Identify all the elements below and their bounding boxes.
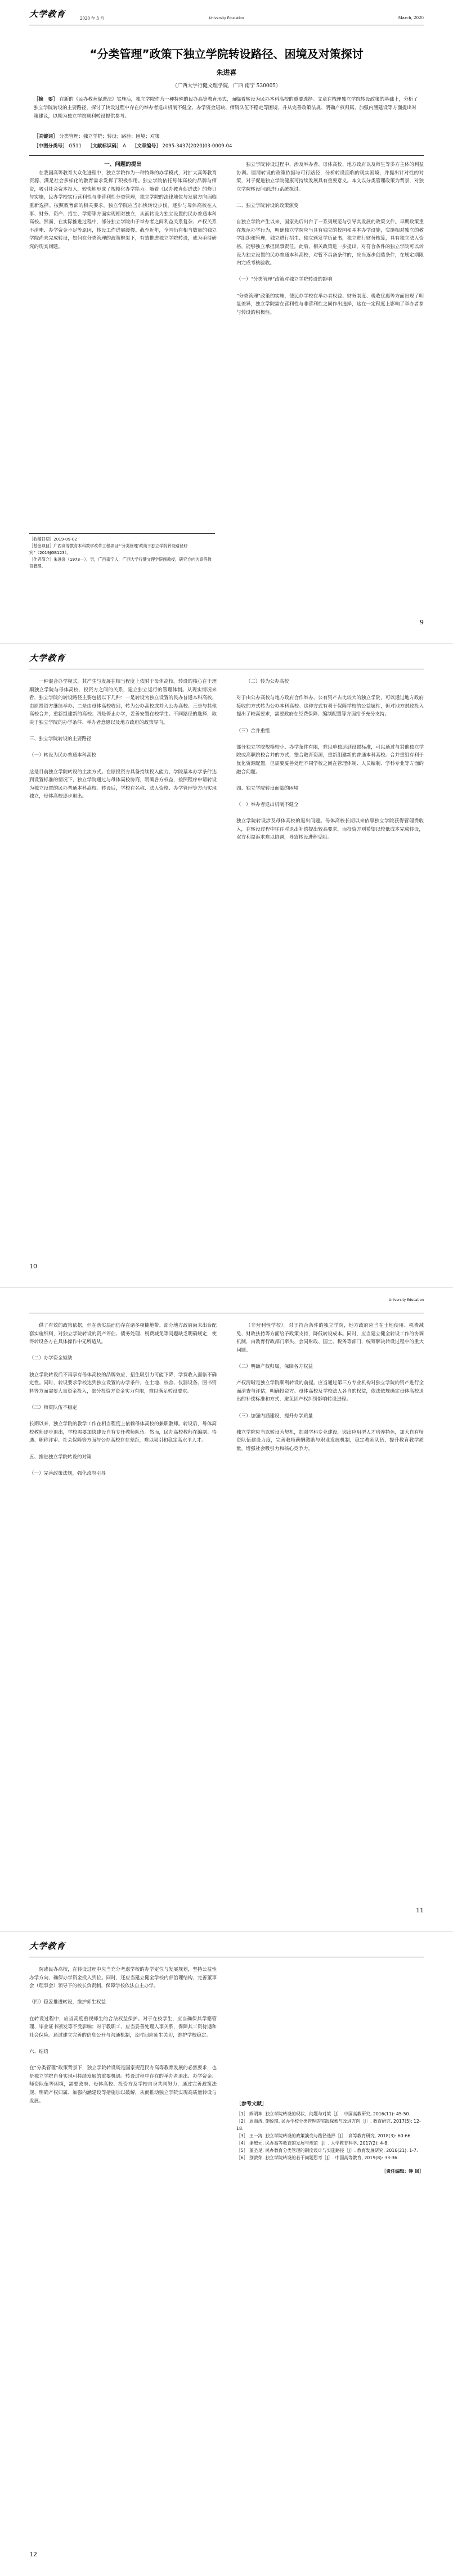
journal-brand: 大学教育 <box>29 9 66 19</box>
doc-label: ［文献标识码］ <box>87 143 122 149</box>
artno-value: 2095-3437(2020)03-0009-04 <box>162 143 232 149</box>
article-title: “分类管理”政策下独立学院转设路径、困境及对策探讨 <box>89 47 364 61</box>
journal-brand: 大学教育 <box>29 653 66 663</box>
reference-item: ［4］ 潘懋元. 民办高等教育的发展与规范［J］. 大学教育科学, 2017(2): 4-8. <box>236 2141 389 2146</box>
keywords-text: 分类管理；独立学院；转设；路径；困境；对策 <box>59 134 160 139</box>
page-4 <box>0 1932 453 2576</box>
page3-col2-text: （非营利性学校）。对于符合条件的独立学院，地方政府应当在土地使用、税费减免、财政扶持等方面给予政策支持，降低转设成本。同时，应当建立健全转设工作的协调机制，由教育行政部门牵头，会同财政、国土、税务等部门，统筹解决转设过程中的重大问题。 （二）明确产权归属，保障各方权益 产权清晰是独立学院顺利转设的前提。应当通过第三方专业机构对独立学院的资产进行全面清查与评估，明确投资方、母体高校及学校法人各自的权益，依法依规确定母体高校退出的补偿标准和方式，避免因产权纠纷影响转设进程。 （三）加强内涵建设，提升办学质量 独立学院应当以转设为契机，加强学科专业建设，突出应用型人才培养特色，加大自有师资队伍建设力度，完善教师薪酬激励与职业发展机制，稳定教师队伍，提升教育教学质量，增强社会吸引力和核心竞争力。 <box>236 1323 424 1452</box>
reference-item: ［6］ 别敦荣. 独立学院转设的若干问题思考［J］. 中国高等教育, 2019(8): 33-36. <box>236 2155 399 2160</box>
page-2 <box>0 644 453 1288</box>
abstract <box>34 96 419 130</box>
page2-column-left <box>29 678 217 1246</box>
journal-english-name: University Education <box>388 1298 424 1302</box>
page-number: 11 <box>416 1907 424 1914</box>
footnote-fund: ［基金项目］广西高等教育本科教学改革工程项目“‘分类管理’政策下独立学院转设路径研究”（2019JGB123）。 <box>29 543 188 555</box>
page4-column-left <box>29 1966 217 2534</box>
page3-col1-text: 供了有效的政策依据，但在落实层面仍存在诸多模糊地带。部分地方政府尚未出台配套实施细则，对独立学院转设的资产评估、债务处理、税费减免等问题缺乏明确规定，使得转设各方在具体操作中无所适从。 （二）办学资金短缺 独立学院转设后不再享有母体高校的品牌效应，招生吸引力可能下降，学费收入面临不确定性。同时，转设要求学校达到独立设置的办学条件，在土地、校舍、仪器设备、图书资料等方面需要大量资金投入，部分投资方资金实力有限，难以满足转设要求。 （三）师资队伍不稳定 长期以来，独立学院的教学工作在相当程度上依赖母体高校的兼职教师。转设后，母体高校教师逐步退出，学校需要加快建设自有专任教师队伍。然而，民办高校教师在编制、待遇、职称评审、社会保障等方面与公办高校存在差距，难以吸引和稳定高水平人才。 五、推进独立学院转设的对策 （一）完善政策法规，强化政府引导 <box>29 1323 217 1476</box>
artno-label: ［文章编号］ <box>132 143 161 149</box>
reference-item: ［2］ 周海涛, 施悦琪. 民办学校分类管理的实践探索与改进方向［J］. 教育研究, 2017(5): 12-18. <box>236 2119 421 2131</box>
page1-col2-text: 独立学院转设过程中，涉及举办者、母体高校、地方政府以及师生等多方主体的利益协调。厘清转设的政策依据与可行路径，分析转设面临的现实困境，并提出针对性的对策，对于促进独立学院健康可持续发展具有重要意义。本文以分类管理政策为背景，对独立学院转设问题进行系统探讨。 二、独立学院转设的政策演变 自独立学院产生以来，国家先后出台了一系列规范与引导其发展的政策文件。早期政策重在规范办学行为，明确独立学院应当具有独立的校园和基本办学设施，实施相对独立的教学组织和管理，独立进行招生、独立颁发学历证书，独立进行财务核算，具有独立法人资格，能够独立承担民事责任。此后，相关政策进一步提出，对符合条件的独立学院可以转设为独立设置的民办普通本科高校，对暂不具备条件的，应当逐步创造条件，在规定期限内完成考核验收。 （一）“分类管理”政策对独立学院转设的影响 “分类管理”政策的实施，使民办学校在举办者权益、财务制度、税收优惠等方面出现了明显差异，独立学院需在营利性与非营利性之间作出选择，这在一定程度上影响了举办者参与转设的积极性。 <box>236 162 424 316</box>
issue-date-cn: 2020 年 3 月 <box>80 16 104 21</box>
page1-column-left <box>29 161 217 526</box>
page4-col1-text: 院或民办高校，在转设过程中应当充分考虑学校的办学定位与发展规划，坚持公益性办学方向，确保办学资金投入到位。同时，还应当建立健全学校内部治理结构，完善董事会（理事会）领导下的校长负责制，保障学校依法自主办学。 （四）稳妥推进转设，维护师生权益 在转设过程中，应当高度重视师生的合法权益保护。对于在校学生，应当确保其学籍管理、毕业证书颁发等不受影响；对于教职工，应当妥善处理人事关系，保障其工资待遇和社会保险。通过建立完善的信息公开与沟通机制，及时回应师生关切，维护学校稳定。 六、结语 在“分类管理”政策背景下，独立学院转设既是国家规范民办高等教育发展的必然要求，也是独立学院自身实现可持续发展的重要机遇。转设过程中存在的举办者退出、办学资金、师资队伍等困境，需要政府、母体高校、投资方及学校自身共同努力，通过完善政策法规、明确产权归属、加强内涵建设等措施加以破解，从而推动独立学院实现高质量转设与发展。 <box>29 1967 217 2104</box>
reference-item: ［3］ 王一涛. 独立学院转设的政策演变与路径选择［J］. 高等教育研究, 2018(3): 60-66. <box>236 2133 412 2138</box>
keywords <box>34 133 419 141</box>
article-author: 朱进喜 <box>216 69 237 76</box>
responsible-editor: ［责任编辑：钟 岚］ <box>382 2169 424 2174</box>
page-number: 12 <box>29 2551 37 2558</box>
page-1 <box>0 0 453 644</box>
journal-english-name: University Education <box>209 16 244 20</box>
keywords-label: ［关键词］ <box>34 134 58 139</box>
page3-column-left <box>29 1322 217 1890</box>
page-number: 10 <box>29 1263 37 1270</box>
page-3 <box>0 1288 453 1932</box>
abstract-label: ［摘 要］ <box>34 97 58 102</box>
cls-label: ［中图分类号］ <box>34 143 68 149</box>
footnotes <box>29 533 215 570</box>
reference-item: ［5］ 董圣足. 民办教育分类管理的制度设计与实施路径［J］. 教育发展研究, 2016(21): 1-7. <box>236 2148 418 2153</box>
footnote-author: ［作者简介］朱进喜（1973—），男，广西南宁人，广西大学行健文理学院副教授，研究方向为高等教育管理。 <box>29 557 212 569</box>
reference-item: ［1］ 阙明坤. 独立学院转设的现状、问题与对策［J］. 中国高教研究, 2016(11): 45-50. <box>236 2111 411 2116</box>
page2-col2-text: （二）转为公办高校 对于由公办高校与地方政府合作举办、公有资产占比较大的独立学院，可以通过地方政府接收的方式转为公办本科高校。这种方式有利于保障学校的公益属性，但对地方财政投入提出了较高要求，需要政府在经费保障、编制配置等方面给予充分支持。 （三）合并重组 部分独立学院规模较小、办学条件有限，难以单独达到设置标准，可以通过与其他独立学院或高职院校合并的方式，整合教育资源，重新组建新的普通本科高校。合并重组有利于优化资源配置，但需要妥善处理不同学校之间在管理体制、人员编制、学科专业等方面的融合问题。 四、独立学院转设面临的困境 （一）举办者退出机制不健全 独立学院转设涉及母体高校的退出问题。母体高校长期以来依靠独立学院获得管理费收入，在转设过程中往往对退出补偿提出较高要求，而投资方则希望以较低成本完成转设，双方利益诉求难以协调，导致转设进程受阻。 <box>236 679 424 841</box>
references <box>236 2101 424 2161</box>
page3-column-right <box>236 1322 424 1890</box>
page-header <box>29 652 424 669</box>
abstract-text: 在新的《民办教育促进法》实施后，独立学院作为一种特殊的民办高等教育形式，面临着转设为民办本科高校的重要选择。文章在梳理独立学院转设政策的基础上，分析了独立学院转设的主要路径，探讨了转设过程中存在的举办者退出机制不健全、办学资金短缺、师资队伍不稳定等困境，并从完善政策法规、明确产权归属、加强内涵建设等方面提出对策建议，以期为独立学院顺利转设提供参考。 <box>34 97 418 119</box>
references-heading: ［参考文献］ <box>236 2101 267 2107</box>
journal-brand: 大学教育 <box>29 1941 66 1951</box>
page2-col1-text: 一种混合办学模式，其产生与发展在相当程度上依附于母体高校。转设的核心在于理顺独立学院与母体高校、投资方之间的关系，建立独立运行的管理体制。从现实情况来看，独立学院的转设路径主要包括以下几种：一是转设为独立设置的民办普通本科高校，由原投资方继续举办；二是由母体高校收回，转为公办高校或并入公办高校；三是与其他高校合并，重新组建新的高校；四是停止办学，妥善安置在校学生。不同路径的选择，取决于独立学院的办学条件、举办者意愿以及地方政府的政策导向。 三、独立学院转设的主要路径 （一）转设为民办普通本科高校 这是目前独立学院转设的主流方式。在原投资方具备持续投入能力、学院基本办学条件达到设置标准的情况下，独立学院通过与母体高校协商，明确各方权益，按照程序申请转设为独立设置的民办普通本科高校。转设后，学校在名称、法人资格、办学管理等方面实现独立，母体高校逐步退出。 <box>29 679 217 800</box>
abstract-divider <box>29 155 424 156</box>
page1-column-right <box>236 161 424 605</box>
footnote-received: ［收稿日期］2019-09-02 <box>29 537 77 542</box>
page-header <box>29 1940 424 1957</box>
page-header <box>29 8 424 25</box>
section-heading-1: 一、问题的提出 <box>104 161 142 168</box>
doc-value: A <box>123 143 126 149</box>
page-number: 9 <box>420 619 424 626</box>
page1-col1-text: 在我国高等教育大众化进程中，独立学院作为一种特殊的办学模式，对扩大高等教育资源、满足社会多样化的教育需求发挥了积极作用。独立学院依托母体高校的品牌与师资，吸引社会资本投入，较快地形成了规模化办学能力。随着《民办教育促进法》的修订与实施，民办学校实行营利性与非营利性分类管理，独立学院的法律地位与发展方向面临重新选择。按照教育部的相关要求，独立学院应当加快转设步伐，逐步与母体高校在人事、财务、资产、招生、学籍等方面实现相对独立，从而转设为独立设置的民办普通本科高校。然而，在实际推进过程中，部分独立学院由于举办者之间利益关系复杂、产权关系不清晰、办学资金不足等原因，转设工作进展缓慢。截至近年，全国仍有相当数量的独立学院尚未完成转设，如何在分类管理的政策框架下，有效推进独立学院转设，成为亟待研究的现实问题。 <box>29 170 217 250</box>
author-affiliation: （广西大学行健文理学院，广西 南宁 530005） <box>172 83 281 89</box>
classification-line <box>34 142 419 151</box>
page2-column-right <box>236 678 424 1246</box>
page-header <box>29 1296 424 1313</box>
cls-value: G511 <box>69 143 82 149</box>
issue-date-en: March, 2020 <box>398 16 424 20</box>
